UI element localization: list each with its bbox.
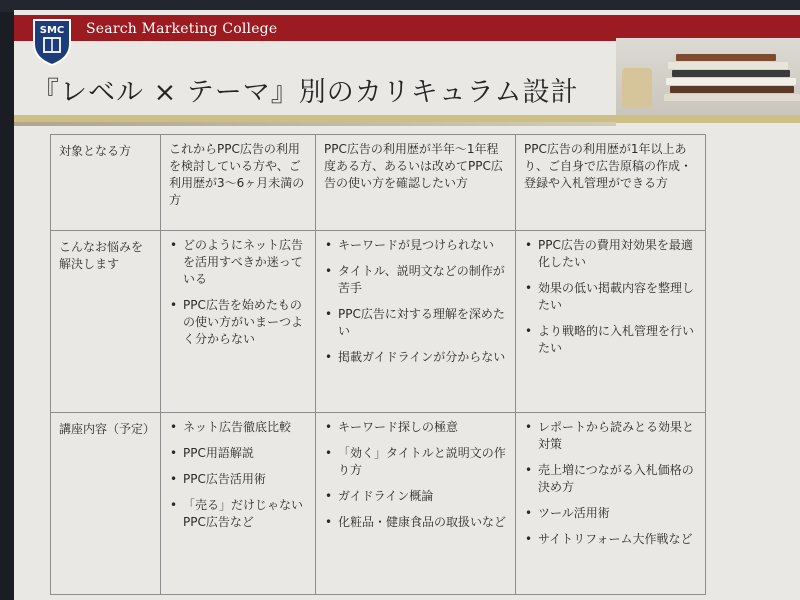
list-item: • 売上増につながる入札価格の決め方 — [524, 462, 699, 496]
list-item: • PPC広告の費用対効果を最適化したい — [524, 237, 699, 271]
list-item: • サイトリフォーム大作戦など — [524, 531, 699, 548]
smc-shield-logo — [32, 18, 72, 66]
svg-text:SMC: SMC — [39, 25, 65, 36]
table-row — [51, 135, 706, 231]
table-cell — [161, 413, 316, 595]
list-item: • PPC広告活用術 — [169, 471, 309, 488]
list-item: • 化粧品・健康食品の取扱いなど — [324, 514, 509, 531]
table-cell — [516, 231, 706, 413]
list-item: • PPC広告を始めたものの使い方がいまーつよく分からない — [169, 297, 309, 348]
list-item: • どのようにネット広告を活用すべきか迷っている — [169, 237, 309, 288]
row-label: 対象となる方 — [51, 135, 161, 231]
list-item: • タイトル、説明文などの制作が苦手 — [324, 263, 509, 297]
table-cell — [516, 413, 706, 595]
list-item: • レポートから読みとる効果と対策 — [524, 419, 699, 453]
list-item: • ガイドライン概論 — [324, 488, 509, 505]
table-row — [51, 231, 706, 413]
list-item: • 効果の低い掲載内容を整理したい — [524, 280, 699, 314]
curriculum-table — [50, 134, 706, 595]
list-item: • より戦略的に入札管理を行いたい — [524, 323, 699, 357]
table-cell — [316, 231, 516, 413]
list-item: • ネット広告徹底比較 — [169, 419, 309, 436]
table-cell: PPC広告の利用歴が1年以上あり、ご自身で広告原稿の作成・登録や入札管理ができる方 — [516, 135, 706, 231]
list-item: • キーワードが見つけられない — [324, 237, 509, 254]
list-item: • キーワード探しの極意 — [324, 419, 509, 436]
slide-title: 『レベル × テーマ』別のカリキュラム設計 — [32, 77, 579, 108]
brand-name: Search Marketing College — [86, 21, 278, 37]
row-label: こんなお悩みを解決します — [51, 231, 161, 413]
title-rule — [14, 122, 616, 126]
list-item: • PPC用語解説 — [169, 445, 309, 462]
list-item: • PPC広告に対する理解を深めたい — [324, 306, 509, 340]
table-cell: これからPPC広告の利用を検討している方や、ご利用歴が3～6ヶ月未満の方 — [161, 135, 316, 231]
row-label: 講座内容（予定） — [51, 413, 161, 595]
table-cell — [316, 413, 516, 595]
list-item: • 「効く」タイトルと説明文の作り方 — [324, 445, 509, 479]
slide — [14, 10, 800, 600]
list-item: • ツール活用術 — [524, 505, 699, 522]
table-cell: PPC広告の利用歴が半年～1年程度ある方、あるいは改めてPPC広告の使い方を確認したい方 — [316, 135, 516, 231]
table-cell — [161, 231, 316, 413]
list-item: • 「売る」だけじゃないPPC広告など — [169, 497, 309, 531]
table-row — [51, 413, 706, 595]
books-photo — [616, 38, 800, 118]
list-item: • 掲載ガイドラインが分からない — [324, 349, 509, 366]
